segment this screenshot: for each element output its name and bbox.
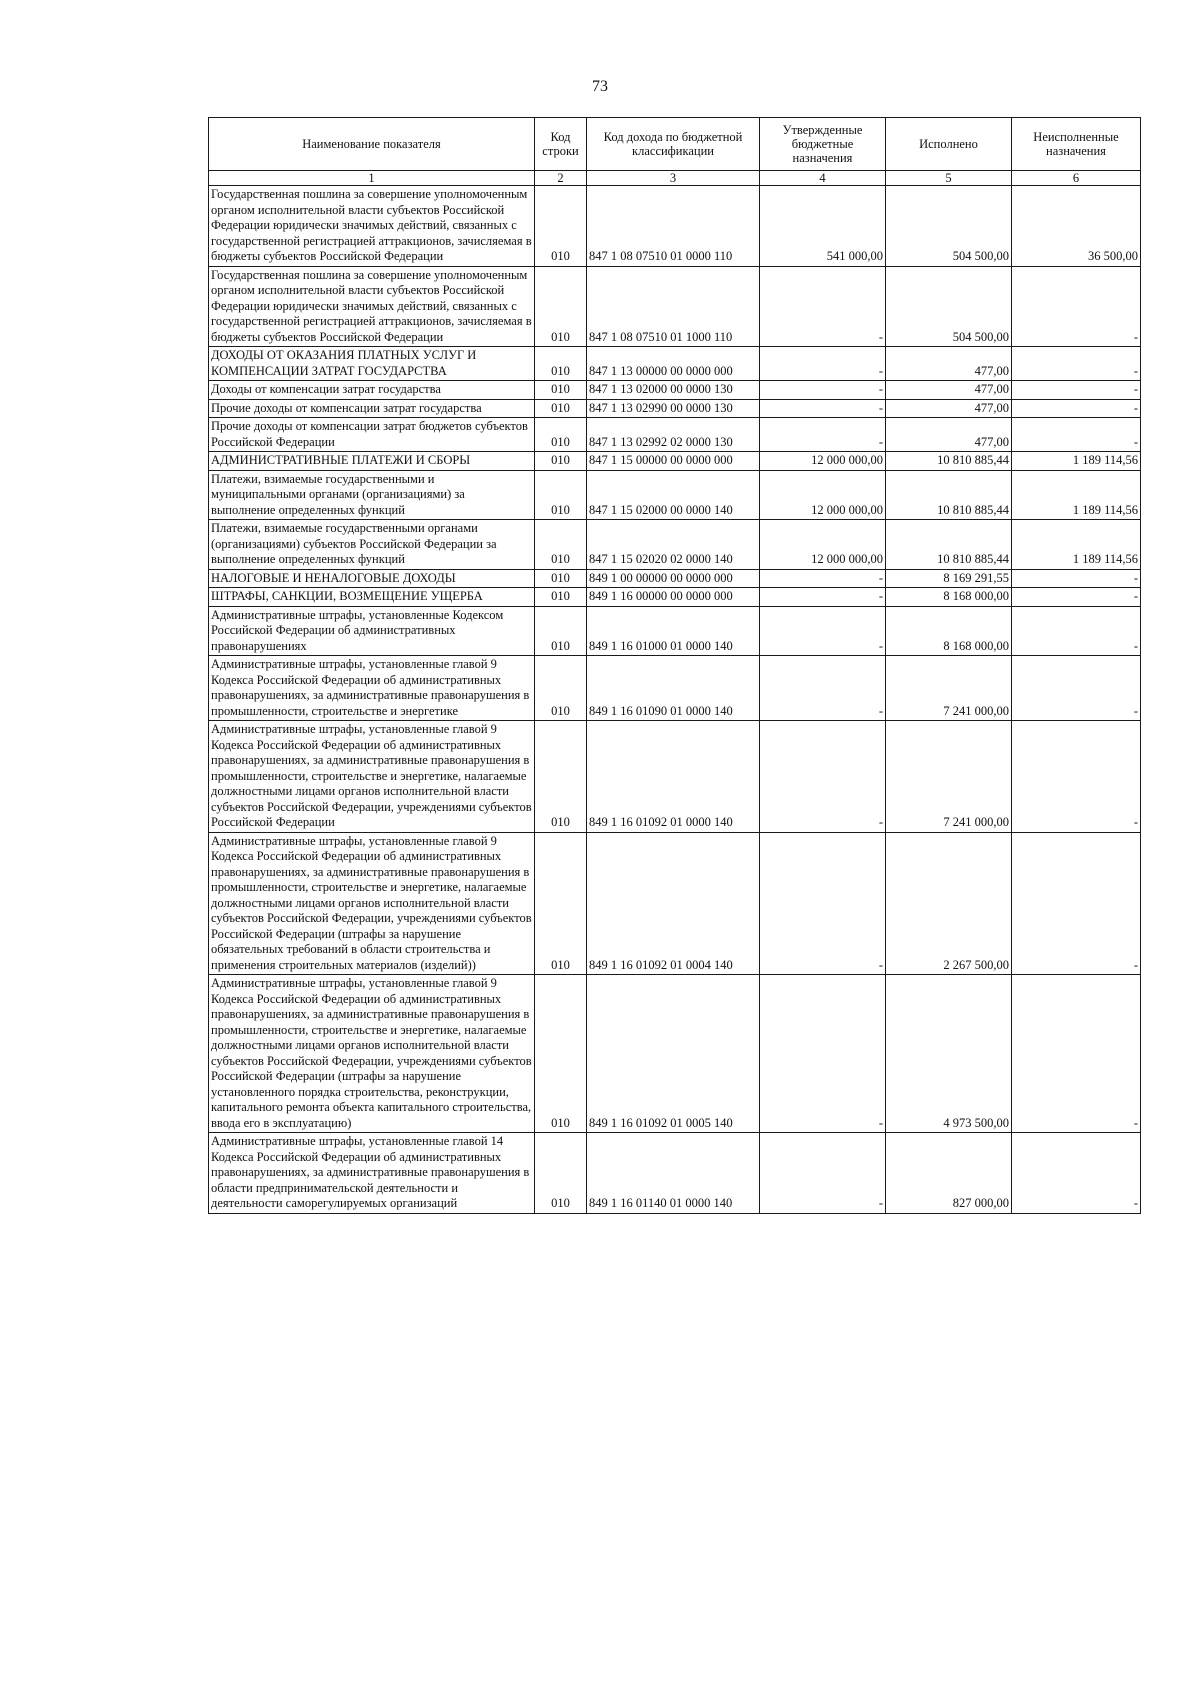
header-executed: Исполнено [886,118,1012,171]
row-approved: - [760,418,886,452]
row-name: Административные штрафы, установленные главой 9 Кодекса Российской Федерации об административных правонарушениях, за административные правонарушения в промышленности, строительстве и энергетике, налагаемые должностными лицами органов исполнительной власти субъектов Российской Федерации, учреждениями субъектов Российской Федерации (штрафы за нарушение обязательных требований в области строительства и применения строительных материалов (изделий)) [209,832,535,975]
row-unexecuted: 1 189 114,56 [1012,470,1141,520]
row-income-code: 849 1 16 01140 01 0000 140 [587,1133,760,1214]
row-executed: 8 169 291,55 [886,569,1012,588]
row-executed: 827 000,00 [886,1133,1012,1214]
row-line-code: 010 [535,721,587,833]
row-unexecuted: - [1012,975,1141,1133]
row-approved: 12 000 000,00 [760,452,886,471]
row-income-code: 849 1 16 01090 01 0000 140 [587,656,760,721]
row-approved: - [760,347,886,381]
row-income-code: 847 1 15 00000 00 0000 000 [587,452,760,471]
row-line-code: 010 [535,656,587,721]
row-name: ШТРАФЫ, САНКЦИИ, ВОЗМЕЩЕНИЕ УЩЕРБА [209,588,535,607]
row-line-code: 010 [535,399,587,418]
row-executed: 477,00 [886,381,1012,400]
row-executed: 8 168 000,00 [886,588,1012,607]
row-unexecuted: - [1012,606,1141,656]
row-income-code: 847 1 15 02000 00 0000 140 [587,470,760,520]
table-row [209,606,1141,656]
row-approved: - [760,1133,886,1214]
row-executed: 10 810 885,44 [886,452,1012,471]
table-row [209,347,1141,381]
row-name: Платежи, взимаемые государственными и муниципальными органами (организациями) за выполнение определенных функций [209,470,535,520]
row-executed: 504 500,00 [886,186,1012,267]
table-header-row [209,118,1141,171]
row-approved: - [760,569,886,588]
row-income-code: 847 1 13 02000 00 0000 130 [587,381,760,400]
row-line-code: 010 [535,588,587,607]
row-income-code: 847 1 13 00000 00 0000 000 [587,347,760,381]
table-row [209,588,1141,607]
row-unexecuted: - [1012,418,1141,452]
row-executed: 7 241 000,00 [886,656,1012,721]
row-unexecuted: - [1012,832,1141,975]
row-line-code: 010 [535,569,587,588]
row-executed: 8 168 000,00 [886,606,1012,656]
table-row [209,1133,1141,1214]
row-unexecuted: - [1012,347,1141,381]
row-line-code: 010 [535,975,587,1133]
row-income-code: 847 1 13 02990 00 0000 130 [587,399,760,418]
row-income-code: 847 1 15 02020 02 0000 140 [587,520,760,570]
row-line-code: 010 [535,266,587,347]
row-executed: 10 810 885,44 [886,520,1012,570]
row-line-code: 010 [535,520,587,570]
row-line-code: 010 [535,418,587,452]
column-number: 5 [886,171,1012,186]
row-executed: 477,00 [886,399,1012,418]
row-name: АДМИНИСТРАТИВНЫЕ ПЛАТЕЖИ И СБОРЫ [209,452,535,471]
row-unexecuted: - [1012,569,1141,588]
row-approved: - [760,381,886,400]
row-executed: 7 241 000,00 [886,721,1012,833]
row-unexecuted: - [1012,381,1141,400]
row-approved: 12 000 000,00 [760,520,886,570]
table-row [209,418,1141,452]
row-line-code: 010 [535,186,587,267]
column-number: 2 [535,171,587,186]
row-income-code: 849 1 16 01092 01 0005 140 [587,975,760,1133]
table-row [209,975,1141,1133]
row-approved: - [760,588,886,607]
budget-execution-table [208,117,1141,1214]
row-name: Административные штрафы, установленные главой 9 Кодекса Российской Федерации об административных правонарушениях, за административные правонарушения в промышленности, строительстве и энергетике [209,656,535,721]
row-name: Прочие доходы от компенсации затрат государства [209,399,535,418]
row-unexecuted: - [1012,656,1141,721]
row-unexecuted: 1 189 114,56 [1012,520,1141,570]
row-line-code: 010 [535,470,587,520]
row-name: Государственная пошлина за совершение уполномоченным органом исполнительной власти субъектов Российской Федерации юридически значимых действий, связанных с государственной регистрацией аттракционов, зачисляемая в бюджеты субъектов Российской Федерации [209,266,535,347]
table-row [209,266,1141,347]
table-row [209,520,1141,570]
row-executed: 2 267 500,00 [886,832,1012,975]
table-row [209,399,1141,418]
page-number: 73 [592,78,608,95]
row-executed: 4 973 500,00 [886,975,1012,1133]
header-line-code: Код строки [535,118,587,171]
column-number: 6 [1012,171,1141,186]
table-row [209,832,1141,975]
row-unexecuted: - [1012,1133,1141,1214]
row-line-code: 010 [535,606,587,656]
row-executed: 10 810 885,44 [886,470,1012,520]
row-income-code: 847 1 13 02992 02 0000 130 [587,418,760,452]
row-name: Доходы от компенсации затрат государства [209,381,535,400]
table-row [209,656,1141,721]
table-row [209,452,1141,471]
row-name: Административные штрафы, установленные главой 14 Кодекса Российской Федерации об административных правонарушениях, за административные правонарушения в области предпринимательской деятельности и деятельности саморегулируемых организаций [209,1133,535,1214]
row-name: Административные штрафы, установленные главой 9 Кодекса Российской Федерации об административных правонарушениях, за административные правонарушения в промышленности, строительстве и энергетике, налагаемые должностными лицами органов исполнительной власти субъектов Российской Федерации, учреждениями субъектов Российской Федерации [209,721,535,833]
row-approved: - [760,832,886,975]
row-approved: - [760,606,886,656]
row-unexecuted: 1 189 114,56 [1012,452,1141,471]
row-line-code: 010 [535,452,587,471]
header-income-code: Код дохода по бюджетной классификации [587,118,760,171]
row-approved: - [760,656,886,721]
row-line-code: 010 [535,347,587,381]
row-unexecuted: - [1012,721,1141,833]
row-unexecuted: 36 500,00 [1012,186,1141,267]
row-line-code: 010 [535,381,587,400]
row-line-code: 010 [535,832,587,975]
row-income-code: 847 1 08 07510 01 0000 110 [587,186,760,267]
header-unexecuted: Неисполненные назначения [1012,118,1141,171]
row-executed: 477,00 [886,418,1012,452]
row-name: НАЛОГОВЫЕ И НЕНАЛОГОВЫЕ ДОХОДЫ [209,569,535,588]
row-name: Административные штрафы, установленные главой 9 Кодекса Российской Федерации об административных правонарушениях, за административные правонарушения в промышленности, строительстве и энергетике, налагаемые должностными лицами органов исполнительной власти субъектов Российской Федерации, учреждениями субъектов Российской Федерации (штрафы за нарушение установленного порядка строительства, реконструкции, капитального ремонта объекта капитального строительства, ввода его в эксплуатацию) [209,975,535,1133]
header-approved: Утвержденные бюджетные назначения [760,118,886,171]
row-unexecuted: - [1012,588,1141,607]
row-income-code: 849 1 00 00000 00 0000 000 [587,569,760,588]
table-row [209,186,1141,267]
row-approved: - [760,266,886,347]
row-name: Государственная пошлина за совершение уполномоченным органом исполнительной власти субъектов Российской Федерации юридически значимых действий, связанных с государственной регистрацией аттракционов, зачисляемая в бюджеты субъектов Российской Федерации [209,186,535,267]
column-number: 4 [760,171,886,186]
column-number-row [209,171,1141,186]
row-approved: 541 000,00 [760,186,886,267]
header-name: Наименование показателя [209,118,535,171]
row-executed: 504 500,00 [886,266,1012,347]
row-approved: - [760,399,886,418]
row-name: ДОХОДЫ ОТ ОКАЗАНИЯ ПЛАТНЫХ УСЛУГ И КОМПЕНСАЦИИ ЗАТРАТ ГОСУДАРСТВА [209,347,535,381]
row-income-code: 849 1 16 00000 00 0000 000 [587,588,760,607]
table-body [209,186,1141,1214]
row-line-code: 010 [535,1133,587,1214]
row-name: Платежи, взимаемые государственными органами (организациями) субъектов Российской Федерации за выполнение определенных функций [209,520,535,570]
row-executed: 477,00 [886,347,1012,381]
row-income-code: 847 1 08 07510 01 1000 110 [587,266,760,347]
row-approved: 12 000 000,00 [760,470,886,520]
table-row [209,470,1141,520]
row-income-code: 849 1 16 01092 01 0000 140 [587,721,760,833]
row-name: Прочие доходы от компенсации затрат бюджетов субъектов Российской Федерации [209,418,535,452]
row-unexecuted: - [1012,399,1141,418]
column-number: 3 [587,171,760,186]
column-number: 1 [209,171,535,186]
row-income-code: 849 1 16 01092 01 0004 140 [587,832,760,975]
table-row [209,721,1141,833]
row-income-code: 849 1 16 01000 01 0000 140 [587,606,760,656]
row-approved: - [760,975,886,1133]
row-unexecuted: - [1012,266,1141,347]
row-name: Административные штрафы, установленные Кодексом Российской Федерации об административных правонарушениях [209,606,535,656]
table-row [209,381,1141,400]
row-approved: - [760,721,886,833]
table-row [209,569,1141,588]
